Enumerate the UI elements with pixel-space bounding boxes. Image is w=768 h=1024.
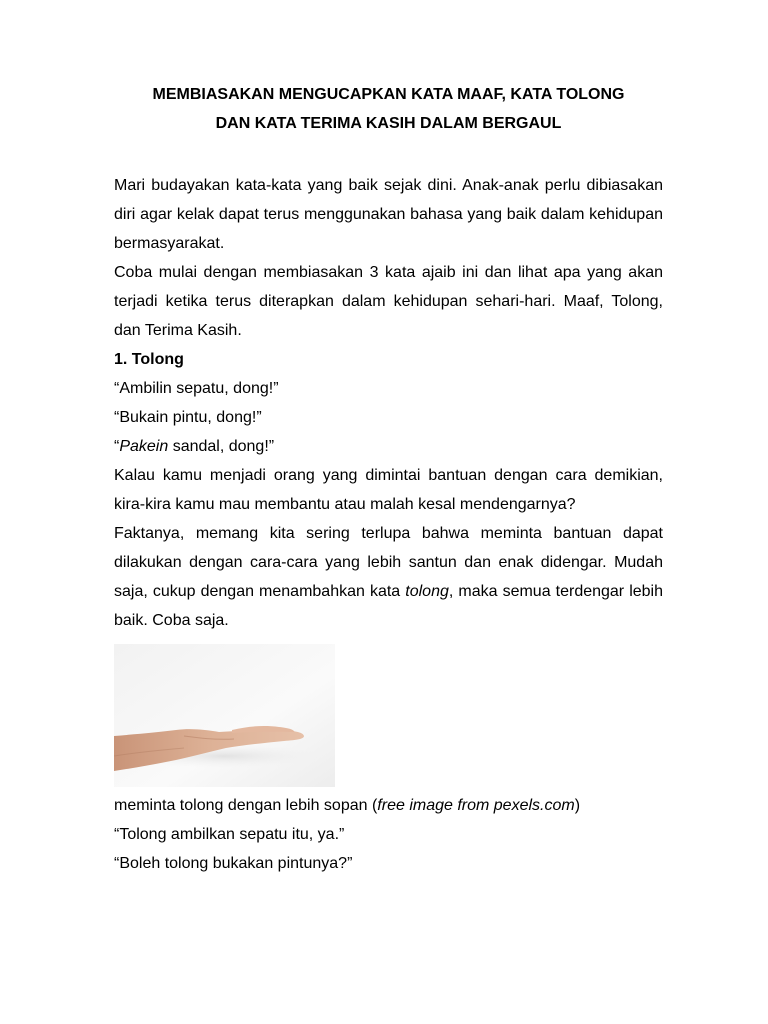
example-line-3-rest: sandal, dong!” — [168, 438, 275, 455]
paragraph-4-part-1: Faktanya, memang kita sering terlupa bahwa meminta bantuan dapat dilakukan dengan cara-cara yang lebih santun dan enak didengar. Mudah saja, cukup dengan menambahkan kata — [114, 525, 663, 600]
example-line-3 — [114, 432, 663, 461]
section-heading-tolong: 1. Tolong — [114, 351, 184, 368]
image-caption-source: free image from pexels.com — [377, 797, 575, 814]
example-line-5: “Boleh tolong bukakan pintunya?” — [114, 855, 353, 872]
image-caption-text: meminta tolong dengan lebih sopan ( — [114, 797, 378, 814]
document-body — [114, 171, 663, 878]
example-line-4: “Tolong ambilkan sepatu itu, ya.” — [114, 826, 345, 843]
image-caption — [114, 791, 663, 820]
paragraph-3: Kalau kamu menjadi orang yang dimintai bantuan dengan cara demikian, kira-kira kamu mau membantu atau malah kesal mendengarnya? — [114, 467, 663, 513]
example-line-2: “Bukain pintu, dong!” — [114, 409, 262, 426]
intro-paragraph-2: Coba mulai dengan membiasakan 3 kata ajaib ini dan lihat apa yang akan terjadi ketika terus diterapkan dalam kehidupan sehari-hari. Maaf, Tolong, dan Terima Kasih. — [114, 264, 663, 339]
paragraph-4-italic: tolong — [405, 583, 449, 600]
document-title-line-2: DAN KATA TERIMA KASIH DALAM BERGAUL — [215, 115, 562, 132]
example-line-1: “Ambilin sepatu, dong!” — [114, 380, 279, 397]
hand-photo-image — [114, 644, 335, 787]
document-page — [114, 80, 663, 878]
document-title-line-1: MEMBIASAKAN MENGUCAPKAN KATA MAAF, KATA TOLONG — [152, 86, 625, 103]
image-caption-close: ) — [574, 797, 581, 814]
paragraph-4 — [114, 519, 663, 635]
example-line-3-open-quote: “ — [114, 438, 120, 455]
paragraph-4-part-2: , maka semua terdengar lebih baik. Coba saja. — [114, 583, 664, 629]
intro-paragraph-1: Mari budayakan kata-kata yang baik sejak dini. Anak-anak perlu dibiasakan diri agar kelak dapat terus menggunakan bahasa yang baik dalam kehidupan bermasyarakat. — [114, 177, 663, 252]
example-line-3-italic: Pakein — [119, 438, 169, 455]
